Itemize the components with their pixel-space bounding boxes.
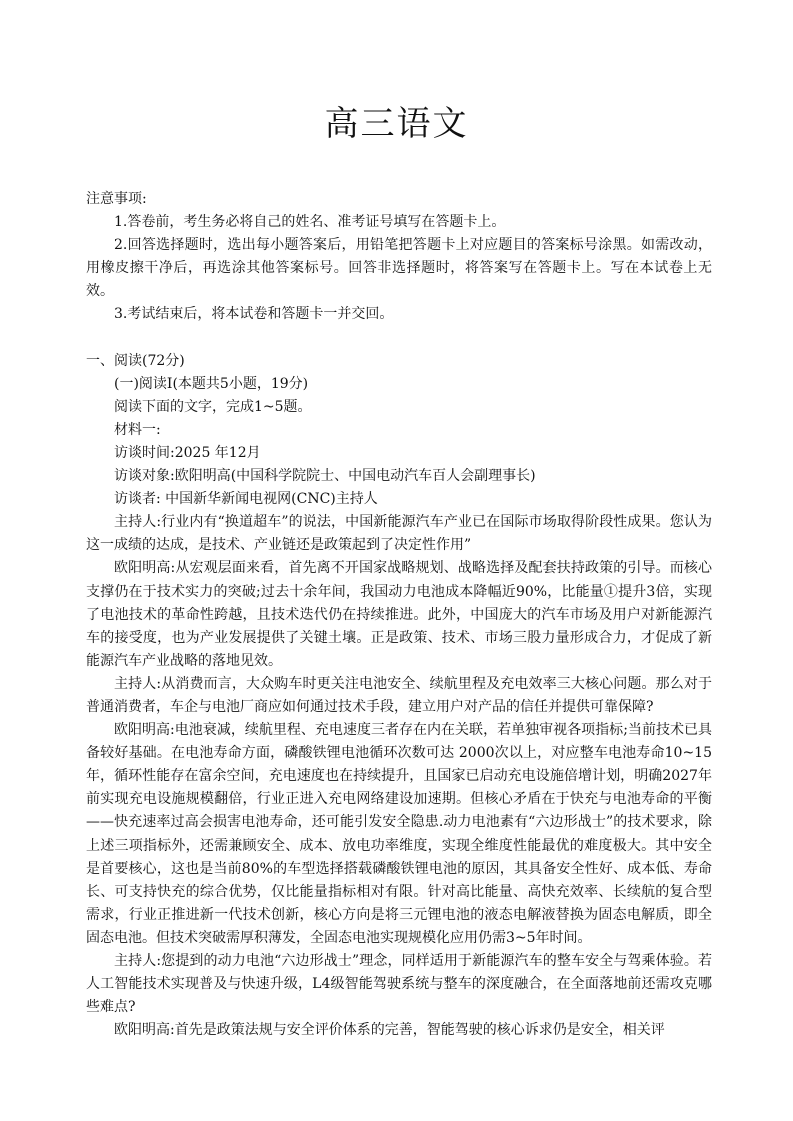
interview-paragraph: 主持人:从消费而言，大众购车时更关注电池安全、续航里程及充电效率三大核心问题。那么对于普通消费者，车企与电池厂商应如何通过技术手段，建立用户对产品的信任并提供可靠保障? [86, 675, 712, 715]
material-label: 材料一: [114, 421, 161, 438]
interview-time: 访谈时间:2025 年12月 [114, 444, 261, 461]
notice-item-1: 1.答卷前，考生务必将自己的姓名、准考证号填写在答题卡上。 [114, 214, 506, 231]
section-heading: 一、阅读(72分) [86, 352, 185, 369]
page-title: 高三语文 [324, 104, 469, 144]
section-subheading: (一)阅读Ⅰ(本题共5小题，19分) [114, 375, 309, 392]
interview-paragraph: 欧阳明高:电池衰减，续航里程、充电速度三者存在内在关联，若单独审视各项指标;当前技术已具备较好基础。在电池寿命方面，磷酸铁锂电池循环次数可达 2000次以上，对应整车电池寿命10~15年，循环性能存在富余空间，充电速度也在持续提升，且国家已启动充电设施倍增计划，明确2027年前实现充电设施规模翻倍，行业正进入充电网络建设加速期。但核心矛盾在于快充与电池寿命的平衡——快充速率过高会损害电池寿命，还可能引发安全隐患.动力电池素有“六边形战士”的技术要求，除上述三项指标外，还需兼顾安全、成本、放电功率维度，实现全维度性能最优的难度极大。其中安全是首要核心，这也是当前80%的车型选择搭载磷酸铁锂电池的原因，其具备安全性好、成本低、寿命长、可支持快充的综合优势，仅比能量指标相对有限。针对高比能量、高快充效率、长续航的复合型需求，行业正推进新一代技术创新，核心方向是将三元锂电池的液态电解液替换为固态电解质，即全固态电池。但技术突破需厚积薄发，全固态电池实现规模化应用仍需3~5年时间。 [86, 722, 712, 946]
interview-paragraph: 主持人:您提到的动力电池“六边形战士”理念，同样适用于新能源汽车的整车安全与驾乘体验。若人工智能技术实现普及与快速升级，L4级智能驾驶系统与整车的深度融合，在全面落地前还需攻克哪些难点? [86, 953, 712, 1016]
interview-paragraph: 欧阳明高:首先是政策法规与安全评价体系的完善，智能驾驶的核心诉求仍是安全，相关评 [114, 1022, 665, 1039]
notice-item-3: 3.考试结束后，将本试卷和答题卡一并交回。 [114, 306, 394, 323]
section-instruction: 阅读下面的文字，完成1~5题。 [114, 398, 312, 415]
interview-paragraph: 主持人:行业内有“换道超车”的说法，中国新能源汽车产业已在国际市场取得阶段性成果。您认为这一成绩的达成，是技术、产业链还是政策起到了决定性作用” [86, 514, 712, 554]
document-body [86, 188, 712, 1042]
interviewee: 访谈对象:欧阳明高(中国科学院院士、中国电动汽车百人会副理事长) [114, 468, 536, 485]
interviewer: 访谈者: 中国新华新闻电视网(CNC)主持人 [114, 491, 378, 508]
notice-item-2: 2.回答选择题时，选出每小题答案后，用铅笔把答题卡上对应题目的答案标号涂黑。如需改动，用橡皮擦干净后，再选涂其他答案标号。回答非选择题时，将答案写在答题卡上。写在本试卷上无效。 [86, 237, 712, 300]
notice-heading: 注意事项: [86, 191, 147, 207]
section-spacer [86, 327, 712, 350]
interview-paragraph: 欧阳明高:从宏观层面来看，首先离不开国家战略规划、战略选择及配套扶持政策的引导。而核心支撑仍在于技术实力的突破;过去十余年间，我国动力电池成本降幅近90%，比能量①提升3倍，实现了电池技术的革命性跨越，且技术迭代仍在持续推进。此外，中国庞大的汽车市场及用户对新能源汽车的接受度，也为产业发展提供了关键土壤。正是政策、技术、市场三股力量形成合力，才促成了新能源汽车产业战略的落地见效。 [86, 560, 712, 669]
